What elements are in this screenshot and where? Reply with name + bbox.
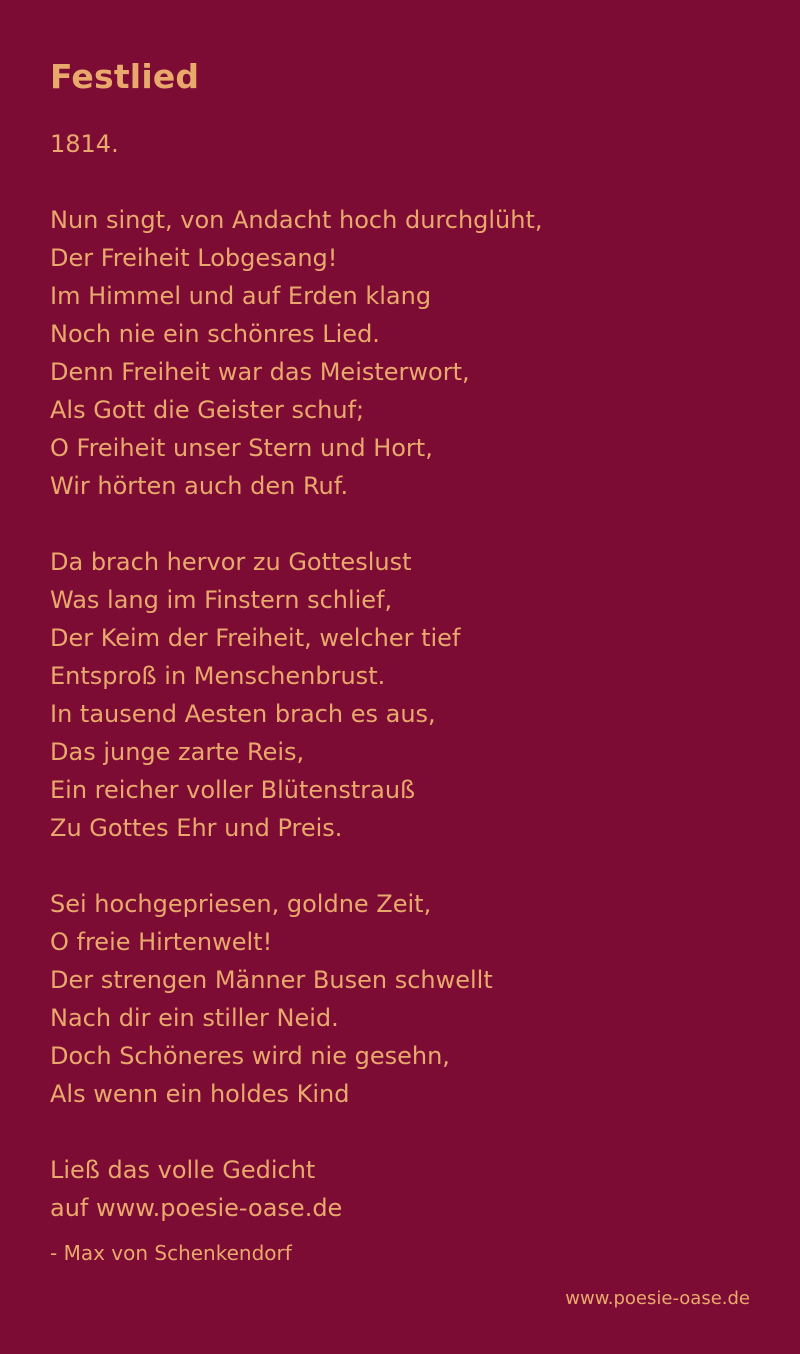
verse-line: Das junge zarte Reis, xyxy=(50,738,305,766)
verse-line: O freie Hirtenwelt! xyxy=(50,928,273,956)
verse-line: Nach dir ein stiller Neid. xyxy=(50,1004,339,1032)
read-more-line: Ließ das volle Gedicht xyxy=(50,1156,316,1184)
verse-line: Da brach hervor zu Gotteslust xyxy=(50,548,412,576)
verse-line: Der Freiheit Lobgesang! xyxy=(50,244,338,272)
verse-line: Denn Freiheit war das Meisterwort, xyxy=(50,358,470,386)
read-more-note xyxy=(50,1151,770,1227)
verse-line: Nun singt, von Andacht hoch durchglüht, xyxy=(50,206,543,234)
read-more-url: auf www.poesie-oase.de xyxy=(50,1194,343,1222)
stanza-gap xyxy=(50,163,770,201)
verse-line: Wir hörten auch den Ruf. xyxy=(50,472,349,500)
verse-line: Der Keim der Freiheit, welcher tief xyxy=(50,624,461,652)
stanza-gap xyxy=(50,1113,770,1151)
stanza-gap xyxy=(50,505,770,543)
verse-line: Doch Schöneres wird nie gesehn, xyxy=(50,1042,450,1070)
verse-line: Sei hochgepriesen, goldne Zeit, xyxy=(50,890,432,918)
stanza-3 xyxy=(50,885,770,1113)
stanza-2 xyxy=(50,543,770,847)
verse-line: Als Gott die Geister schuf; xyxy=(50,396,365,424)
footer-watermark-url: www.poesie-oase.de xyxy=(565,1288,750,1309)
poem-title: Festlied xyxy=(50,57,200,96)
stanza-gap xyxy=(50,847,770,885)
verse-line: In tausend Aesten brach es aus, xyxy=(50,700,436,728)
verse-line: Als wenn ein holdes Kind xyxy=(50,1080,350,1108)
verse-line: Noch nie ein schönres Lied. xyxy=(50,320,380,348)
poem-year: 1814. xyxy=(50,130,119,158)
verse-line: Was lang im Finstern schlief, xyxy=(50,586,393,614)
verse-line: Im Himmel und auf Erden klang xyxy=(50,282,432,310)
verse-line: Zu Gottes Ehr und Preis. xyxy=(50,814,343,842)
stanza-1 xyxy=(50,201,770,505)
verse-line: O Freiheit unser Stern und Hort, xyxy=(50,434,433,462)
verse-line: Entsproß in Menschenbrust. xyxy=(50,662,386,690)
verse-line: Der strengen Männer Busen schwellt xyxy=(50,966,493,994)
verse-line: Ein reicher voller Blütenstrauß xyxy=(50,776,416,804)
poem-author: - Max von Schenkendorf xyxy=(50,1241,292,1265)
poem-body xyxy=(50,125,770,1227)
